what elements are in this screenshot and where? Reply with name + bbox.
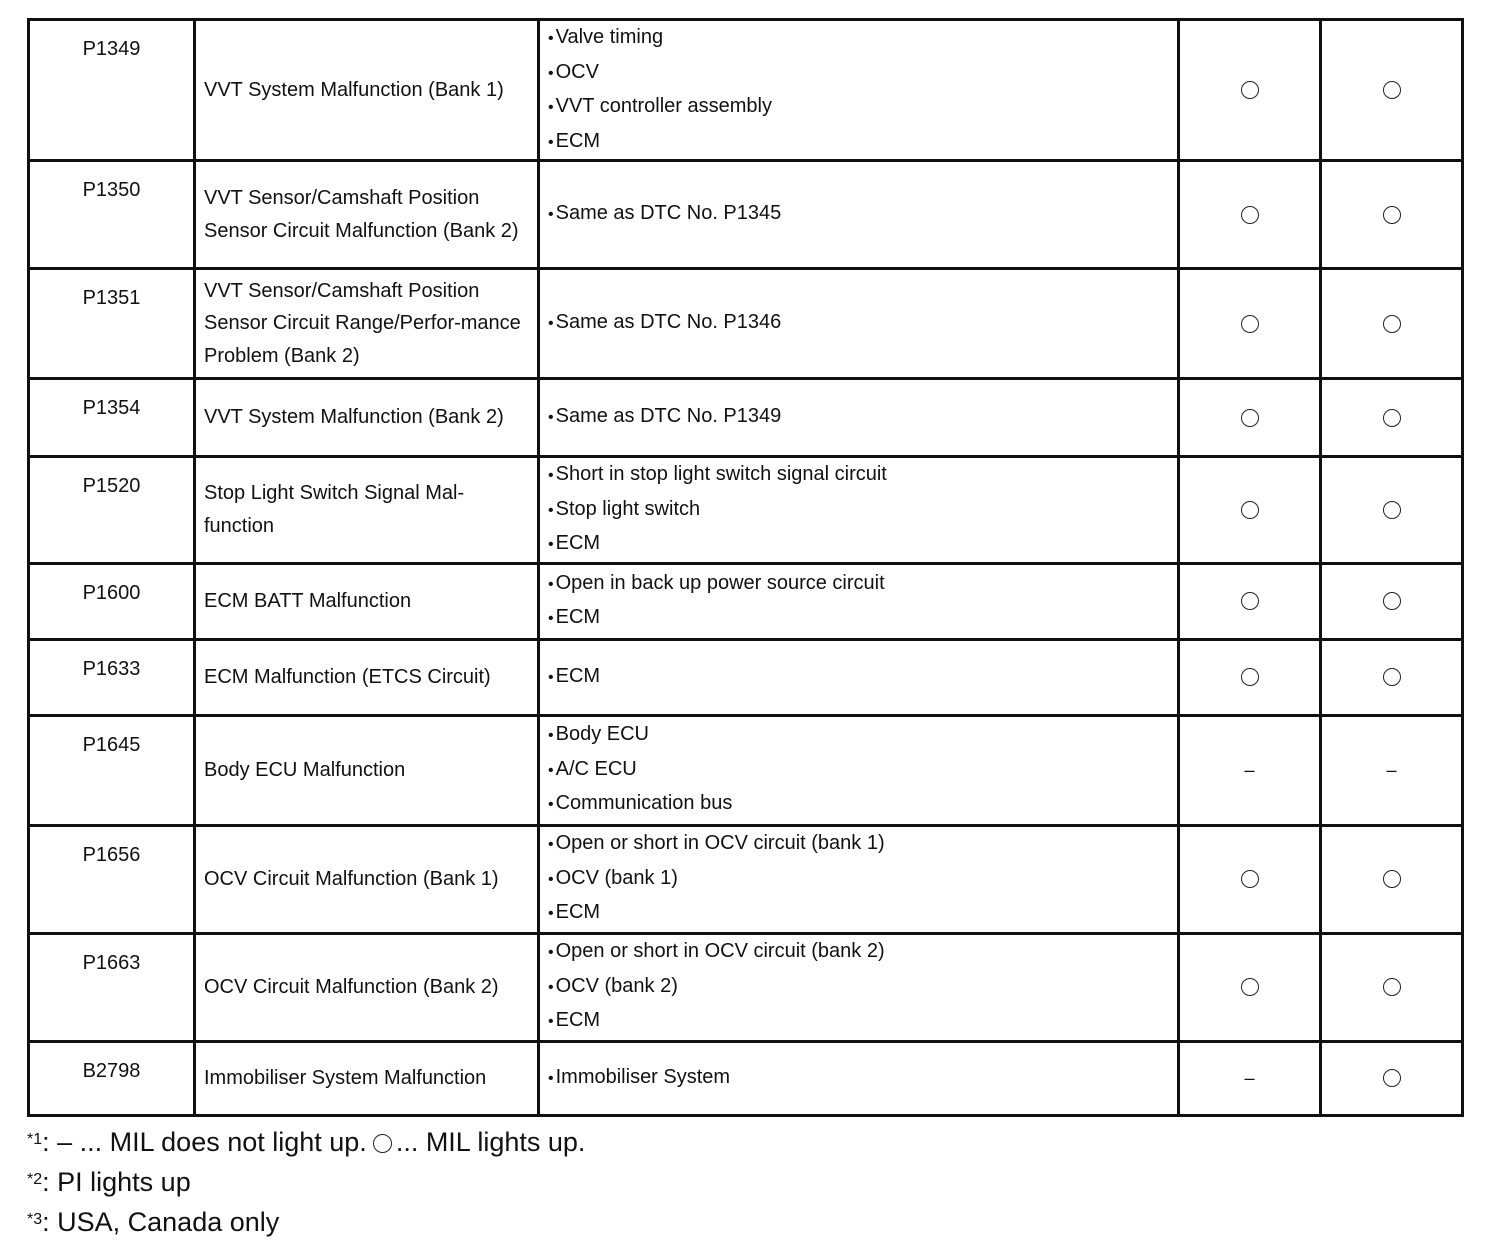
trouble-area <box>539 715 1179 825</box>
dtc-code: P1349 <box>29 20 195 161</box>
detection-item: VVT System Malfunction (Bank 1) <box>195 20 539 161</box>
trouble-area <box>539 379 1179 457</box>
mil-indicator <box>1179 933 1321 1041</box>
footnote-1 <box>27 1122 585 1162</box>
trouble-area-list <box>548 567 1169 636</box>
detection-item: ECM Malfunction (ETCS Circuit) <box>195 639 539 715</box>
footnote-1-text-a: : – ... MIL does not light up. <box>42 1127 367 1157</box>
footnote-1-text-b: ... MIL lights up. <box>395 1127 586 1157</box>
detection-item: ECM BATT Malfunction <box>195 563 539 639</box>
footnote-1-marker: *1 <box>27 1131 43 1148</box>
memory-indicator <box>1321 269 1463 379</box>
dtc-code: P1350 <box>29 161 195 269</box>
table-row <box>29 639 1463 715</box>
dtc-code: P1645 <box>29 715 195 825</box>
circle-icon <box>1241 81 1259 99</box>
dash-mark: – <box>1386 759 1397 780</box>
dash-mark: – <box>1244 1067 1255 1088</box>
trouble-area-item: • VVT controller assembly <box>548 90 1169 125</box>
memory-indicator <box>1321 1041 1463 1115</box>
detection-item: VVT Sensor/Camshaft Position Sensor Circuit Malfunction (Bank 2) <box>195 161 539 269</box>
footnote-3 <box>27 1202 585 1242</box>
mil-indicator <box>1179 1041 1321 1115</box>
memory-indicator <box>1321 563 1463 639</box>
circle-icon <box>1241 870 1259 888</box>
trouble-area-list <box>548 827 1169 931</box>
mil-indicator <box>1179 563 1321 639</box>
detection-item: Body ECU Malfunction <box>195 715 539 825</box>
circle-icon <box>1383 1069 1401 1087</box>
circle-icon <box>1383 870 1401 888</box>
mil-indicator <box>1179 379 1321 457</box>
trouble-area <box>539 161 1179 269</box>
trouble-area-item: • Open or short in OCV circuit (bank 1) <box>548 827 1169 862</box>
dtc-code: P1520 <box>29 457 195 564</box>
dtc-code: P1600 <box>29 563 195 639</box>
trouble-area <box>539 269 1179 379</box>
trouble-area-item: • OCV (bank 1) <box>548 862 1169 897</box>
mil-indicator <box>1179 20 1321 161</box>
trouble-area-item: • ECM <box>548 896 1169 931</box>
circle-icon <box>1383 978 1401 996</box>
memory-indicator <box>1321 161 1463 269</box>
dtc-table <box>27 18 1464 1117</box>
mil-indicator <box>1179 457 1321 564</box>
circle-icon <box>1383 592 1401 610</box>
dtc-table-container <box>27 18 1461 1117</box>
dtc-code: P1633 <box>29 639 195 715</box>
memory-indicator <box>1321 379 1463 457</box>
trouble-area <box>539 933 1179 1041</box>
memory-indicator <box>1321 20 1463 161</box>
footnote-2 <box>27 1162 585 1202</box>
dtc-table-body <box>29 20 1463 1116</box>
dtc-code: P1656 <box>29 825 195 933</box>
trouble-area-list <box>548 1061 1169 1096</box>
table-row <box>29 161 1463 269</box>
trouble-area-list <box>548 197 1169 232</box>
circle-icon <box>373 1134 392 1153</box>
trouble-area <box>539 1041 1179 1115</box>
trouble-area-item: • Immobiliser System <box>548 1061 1169 1096</box>
trouble-area-list <box>548 21 1169 159</box>
mil-indicator <box>1179 269 1321 379</box>
trouble-area-list <box>548 718 1169 822</box>
circle-icon <box>1383 81 1401 99</box>
circle-icon <box>1241 668 1259 686</box>
footnotes <box>27 1122 585 1242</box>
dtc-code: P1351 <box>29 269 195 379</box>
footnote-2-text: : PI lights up <box>42 1167 191 1197</box>
trouble-area <box>539 457 1179 564</box>
memory-indicator <box>1321 457 1463 564</box>
memory-indicator <box>1321 639 1463 715</box>
dtc-code: B2798 <box>29 1041 195 1115</box>
mil-indicator <box>1179 161 1321 269</box>
detection-item: OCV Circuit Malfunction (Bank 1) <box>195 825 539 933</box>
detection-item: OCV Circuit Malfunction (Bank 2) <box>195 933 539 1041</box>
table-row <box>29 379 1463 457</box>
circle-icon <box>1383 501 1401 519</box>
trouble-area-item: • Valve timing <box>548 21 1169 56</box>
trouble-area-item: • Short in stop light switch signal circuit <box>548 458 1169 493</box>
table-row <box>29 825 1463 933</box>
memory-indicator <box>1321 933 1463 1041</box>
trouble-area <box>539 20 1179 161</box>
memory-indicator <box>1321 715 1463 825</box>
trouble-area-item: • Open in back up power source circuit <box>548 567 1169 602</box>
trouble-area-item: • ECM <box>548 125 1169 160</box>
trouble-area-item: • Communication bus <box>548 787 1169 822</box>
trouble-area-list <box>548 306 1169 341</box>
trouble-area-item: • Stop light switch <box>548 493 1169 528</box>
table-row <box>29 1041 1463 1115</box>
circle-icon <box>1383 315 1401 333</box>
circle-icon <box>1383 409 1401 427</box>
trouble-area-item: • Same as DTC No. P1346 <box>548 306 1169 341</box>
memory-indicator <box>1321 825 1463 933</box>
table-row <box>29 563 1463 639</box>
mil-indicator <box>1179 825 1321 933</box>
circle-icon <box>1241 409 1259 427</box>
trouble-area-item: • ECM <box>548 601 1169 636</box>
circle-icon <box>1241 206 1259 224</box>
table-row <box>29 933 1463 1041</box>
dtc-code: P1663 <box>29 933 195 1041</box>
footnote-3-marker: *3 <box>27 1211 43 1228</box>
dash-mark: – <box>1244 759 1255 780</box>
trouble-area-item: • Open or short in OCV circuit (bank 2) <box>548 935 1169 970</box>
trouble-area-item: • ECM <box>548 660 1169 695</box>
circle-icon <box>1241 501 1259 519</box>
table-row <box>29 269 1463 379</box>
trouble-area-list <box>548 660 1169 695</box>
trouble-area-item: • Same as DTC No. P1349 <box>548 400 1169 435</box>
trouble-area-item: • ECM <box>548 527 1169 562</box>
detection-item: Immobiliser System Malfunction <box>195 1041 539 1115</box>
trouble-area-item: • OCV (bank 2) <box>548 970 1169 1005</box>
trouble-area-item: • A/C ECU <box>548 753 1169 788</box>
trouble-area-item: • OCV <box>548 56 1169 91</box>
trouble-area-item: • Same as DTC No. P1345 <box>548 197 1169 232</box>
trouble-area-list <box>548 458 1169 562</box>
detection-item: VVT Sensor/Camshaft Position Sensor Circuit Range/Perfor-mance Problem (Bank 2) <box>195 269 539 379</box>
trouble-area <box>539 639 1179 715</box>
circle-icon <box>1241 978 1259 996</box>
table-row <box>29 715 1463 825</box>
trouble-area-list <box>548 400 1169 435</box>
table-row <box>29 20 1463 161</box>
trouble-area-item: • ECM <box>548 1004 1169 1039</box>
table-row <box>29 457 1463 564</box>
trouble-area <box>539 825 1179 933</box>
footnote-2-marker: *2 <box>27 1171 43 1188</box>
circle-icon <box>1383 206 1401 224</box>
detection-item: Stop Light Switch Signal Mal-function <box>195 457 539 564</box>
trouble-area <box>539 563 1179 639</box>
circle-icon <box>1383 668 1401 686</box>
trouble-area-list <box>548 935 1169 1039</box>
circle-icon <box>1241 315 1259 333</box>
footnote-3-text: : USA, Canada only <box>42 1207 280 1237</box>
mil-indicator <box>1179 639 1321 715</box>
detection-item: VVT System Malfunction (Bank 2) <box>195 379 539 457</box>
trouble-area-item: • Body ECU <box>548 718 1169 753</box>
mil-indicator <box>1179 715 1321 825</box>
circle-icon <box>1241 592 1259 610</box>
dtc-code: P1354 <box>29 379 195 457</box>
